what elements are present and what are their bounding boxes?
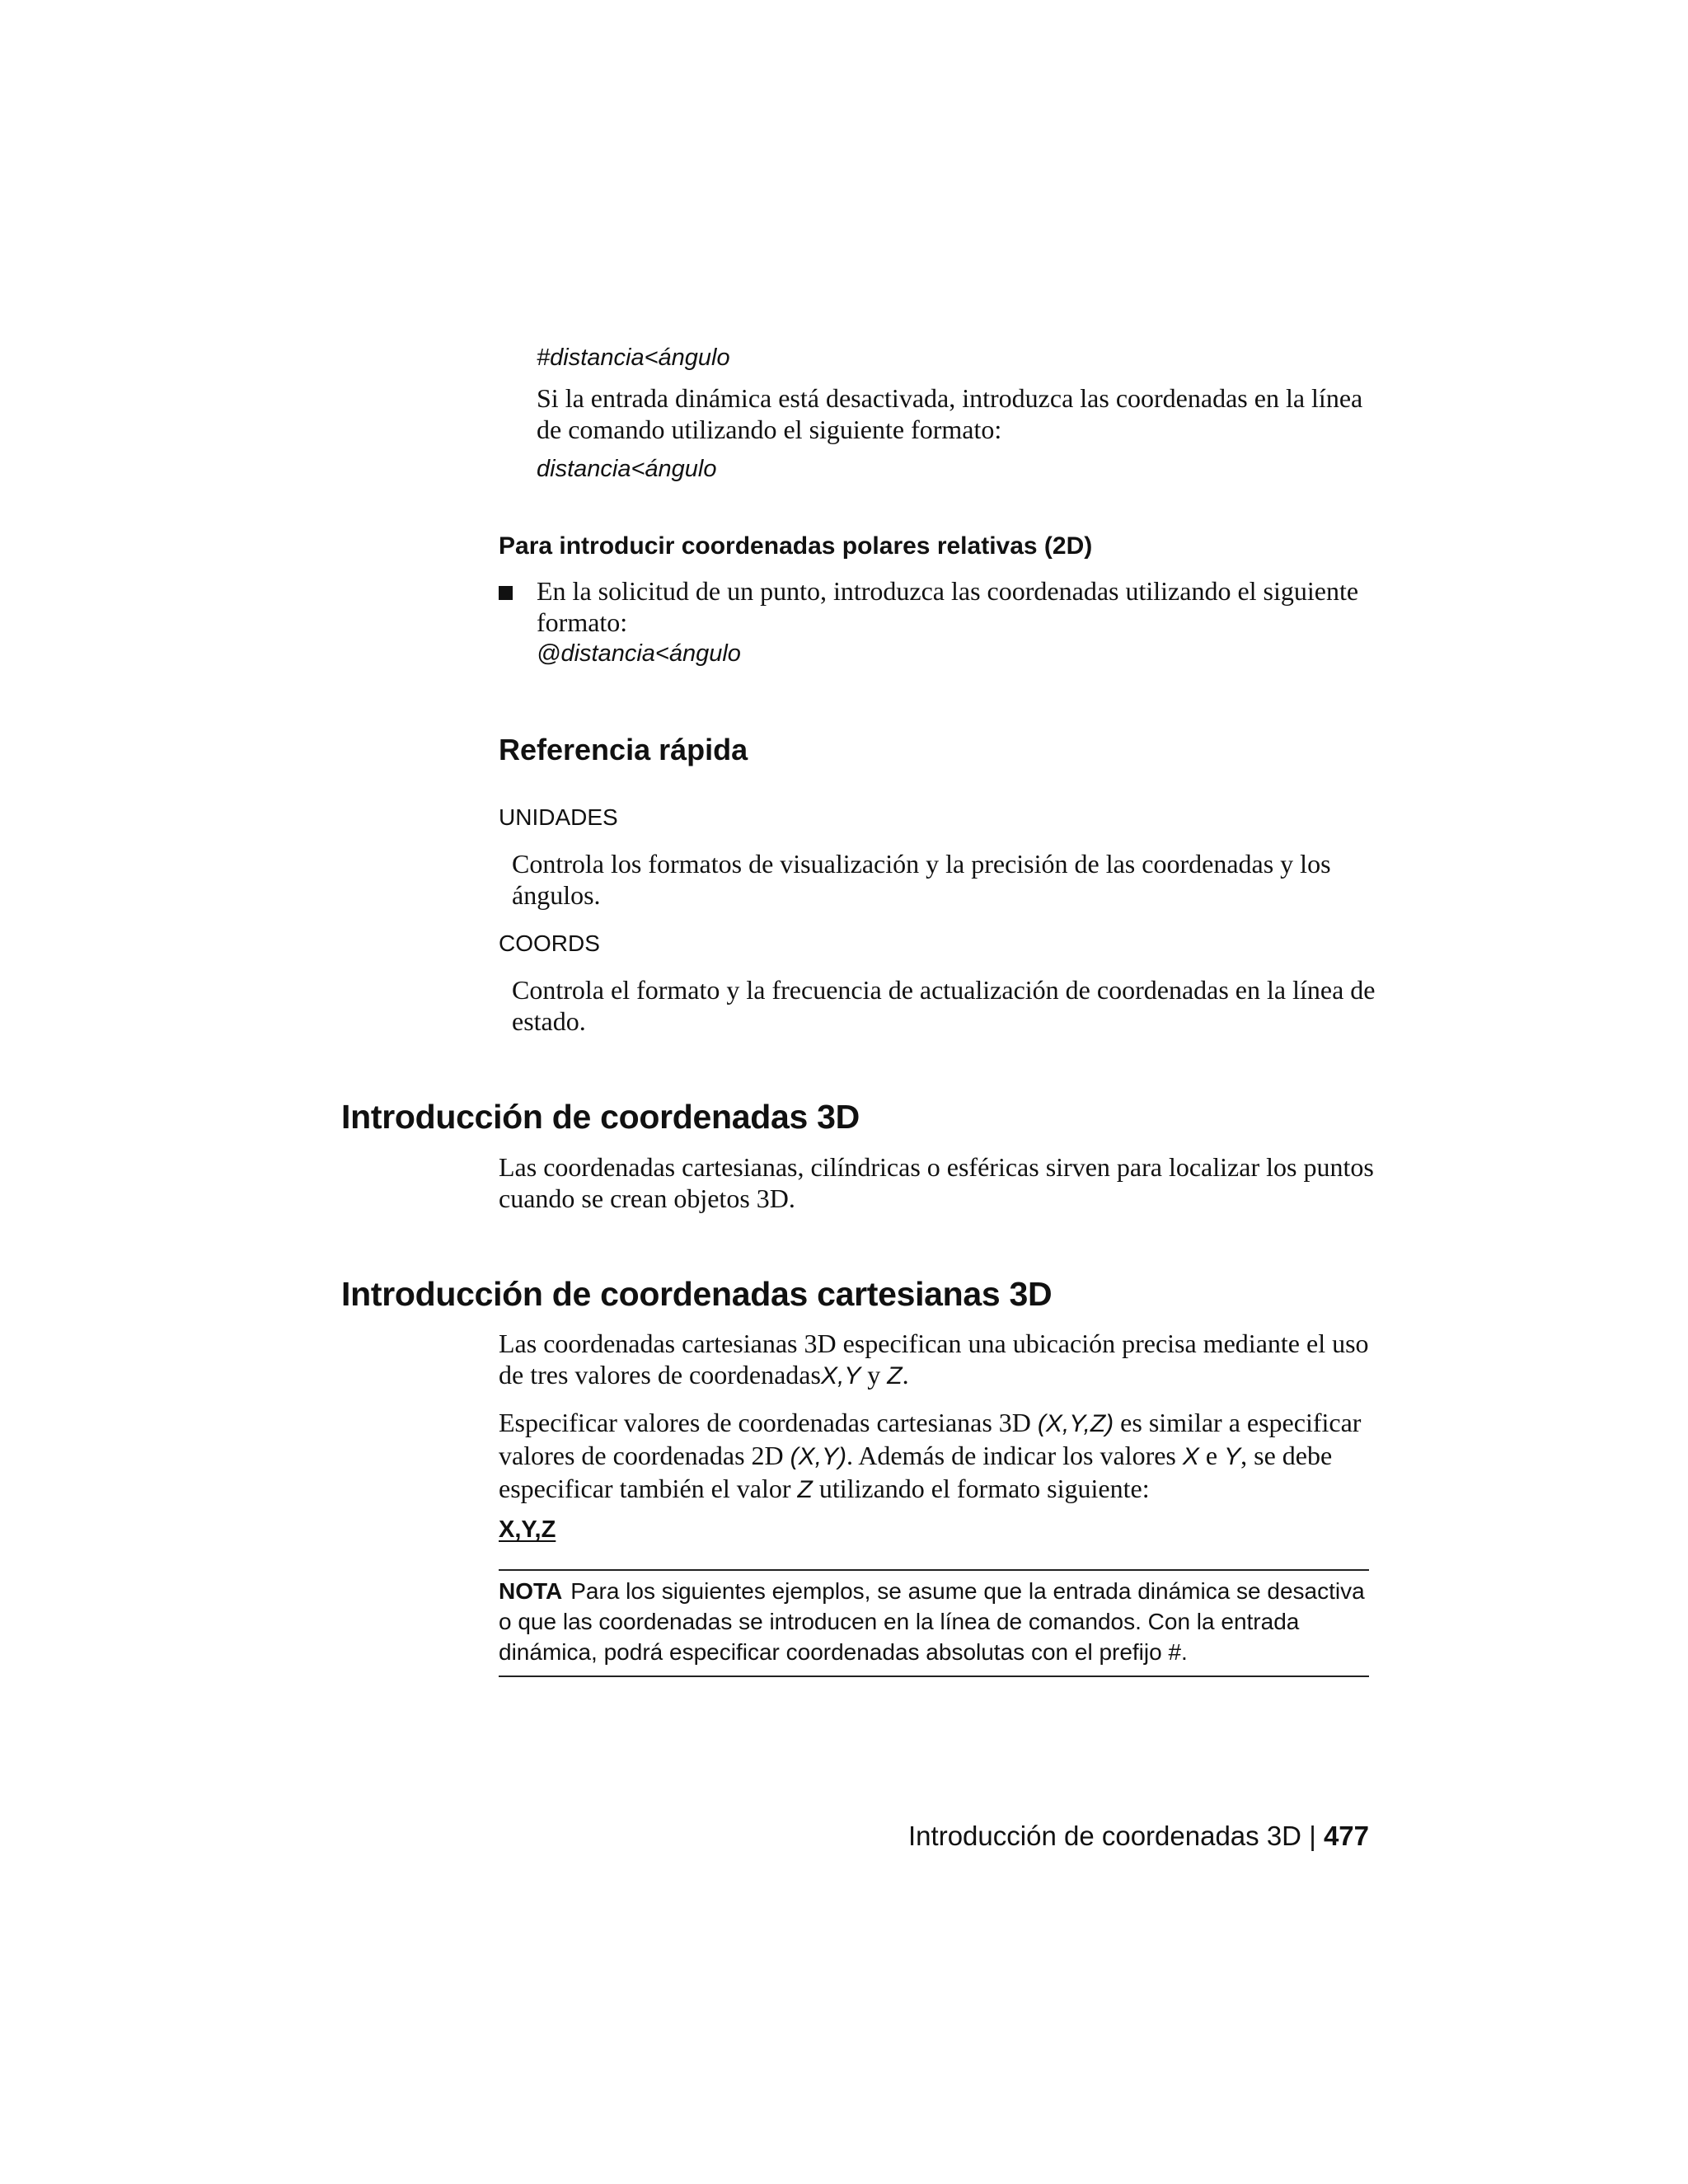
section-heading-cartesian-3d: Introducción de coordenadas cartesianas 3D	[341, 1275, 1053, 1313]
variable-xyz: (X,Y,Z)	[1037, 1410, 1114, 1437]
text-run: y	[860, 1360, 888, 1390]
note-top-rule	[499, 1569, 1369, 1571]
text-run: , se debe especificar también el valor	[499, 1441, 1333, 1503]
procedure-title: Para introducir coordenadas polares relativas (2D)	[499, 532, 1093, 560]
footer-section-title: Introducción de coordenadas 3D	[908, 1821, 1302, 1851]
section-heading-3d: Introducción de coordenadas 3D	[341, 1098, 860, 1136]
square-bullet-icon	[499, 586, 513, 600]
body-paragraph: Si la entrada dinámica está desactivada, introduzca las coordenadas en la línea de comando utilizando el siguiente formato:	[537, 383, 1363, 444]
variable-xy: (X,Y)	[790, 1443, 846, 1470]
text-run: Las coordenadas cartesianas 3D especifican una ubicación precisa mediante el uso de tres valores de coordenadas	[499, 1329, 1369, 1390]
procedure-step-code: @distancia<ángulo	[537, 640, 741, 667]
page-footer	[908, 1820, 1369, 1853]
code-example-absolute-polar: #distancia<ángulo	[537, 344, 730, 371]
section-3d-paragraph: Las coordenadas cartesianas, cilíndricas o esféricas sirven para localizar los puntos cuando se crean objetos 3D.	[499, 1152, 1374, 1213]
procedure-step-text: En la solicitud de un punto, introduzca las coordenadas utilizando el siguiente formato:	[537, 576, 1359, 637]
quick-reference-description: Controla los formatos de visualización y la precisión de las coordenadas y los ángulos.	[512, 849, 1331, 910]
note-text: Para los siguientes ejemplos, se asume que la entrada dinámica se desactiva o que las coordenadas se introducen en la línea de comandos. Con la entrada dinámica, podrá especificar coordenadas absolutas con el prefijo #.	[499, 1578, 1365, 1665]
variable-z: Z	[797, 1476, 813, 1503]
footer-separator: |	[1309, 1821, 1316, 1851]
note-bottom-rule	[499, 1675, 1369, 1677]
variable-xy: X,Y	[820, 1362, 861, 1390]
text-run: es similar a especificar valores de coordenadas 2D	[499, 1408, 1362, 1470]
note-block	[499, 1576, 1372, 1667]
quick-reference-heading: Referencia rápida	[499, 733, 748, 766]
cartesian-paragraph-2	[499, 1407, 1381, 1506]
cartesian-paragraph-1	[499, 1328, 1381, 1392]
text-run: .	[902, 1360, 909, 1390]
variable-y: Y	[1224, 1443, 1241, 1470]
page-number: 477	[1323, 1821, 1369, 1851]
quick-reference-command-coords[interactable]: COORDS	[499, 930, 600, 956]
text-run: Especificar valores de coordenadas cartesianas 3D	[499, 1408, 1038, 1437]
variable-x: X	[1182, 1443, 1199, 1470]
quick-reference-description: Controla el formato y la frecuencia de actualización de coordenadas en la línea de estado.	[512, 975, 1376, 1036]
quick-reference-command-unidades[interactable]: UNIDADES	[499, 804, 618, 830]
text-run: e	[1198, 1441, 1225, 1470]
text-run: . Además de indicar los valores	[846, 1441, 1183, 1470]
note-label: NOTA	[499, 1578, 563, 1604]
variable-z: Z	[887, 1362, 903, 1390]
format-xyz: X,Y,Z	[499, 1516, 556, 1543]
text-run: utilizando el formato siguiente:	[812, 1474, 1150, 1503]
code-example-polar: distancia<ángulo	[537, 456, 717, 482]
